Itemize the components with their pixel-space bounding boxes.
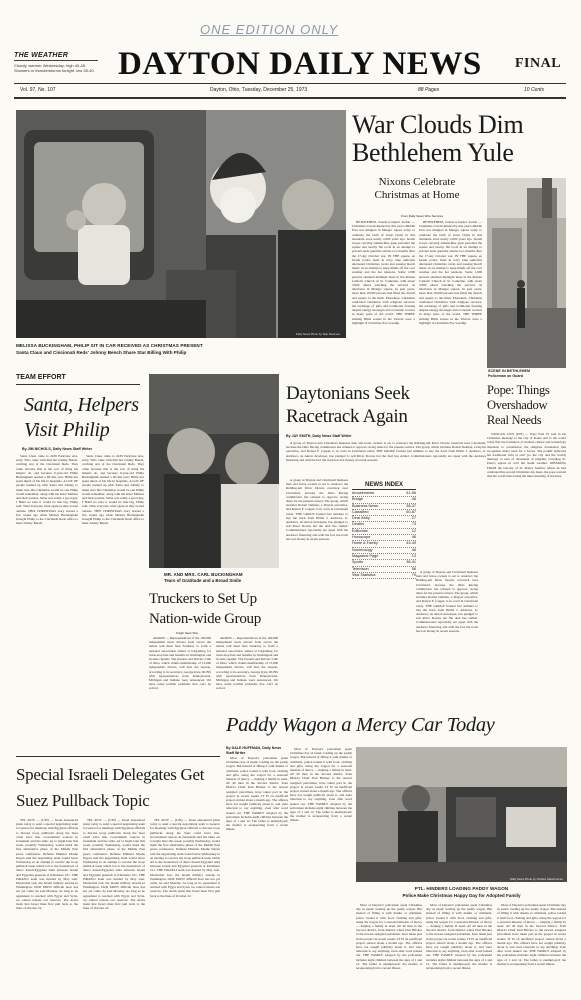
israeli-text-col2: TEL AVIV — (UPI) — Israel announced plans today to send a special negotiating team to Geneva for meetings with Egyptian officials to discuss troop pullbacks along the Suez canal truce line. Government sources in Jerusalem said the talks, set to begin later this week, possibly Wednesday, would mark the first substantive phase of the Middle East peace conference. Defense Minister Moshe Dayan said the negotiating team would leave Wednesday in an attempt to resolve the troop pullback issue which led to the breakdown of direct Israeli-Egyptian talks between Israeli and Egyptian generals at Kilometer 101. THE ISRAELI team was headed by Maj. Gen. Mordechai Gur, the Israeli military attache in Washington. OUR MOST difficult hour has not yet come, he said Monday. As long as no agreement is reached with Egypt and Syria, we cannot release our reserves. The Arabs insist that Israel must first pull back to the lines of October 22. (83, 818, 145, 911)
war-clouds-byline: From Daily News Wire Services (400, 214, 444, 218)
truckers-byline: Knight News Wire (176, 631, 199, 635)
handwritten-note: ONE EDITION ONLY (200, 22, 339, 37)
team-effort-text-col2: Santa Claus came to 2439 Parkview Ave. early. Who came with him but Johnny Bench, catching star of the Cincinnati Reds. They came because that is the sort of thing his helpers do, and because 6-year-old Philip Buckingham needed a lift this year. Philip has spent much of his life in hospitals. A LOT OF people teamed up with Santa and Johnny to make sure this Christmas would be one Philip would remember, along with his sister Melissa and their parents. Santa was really a good guy. I HAD no idea it would be this big, Philip said. Then everyone cried again as they roared outside. THIS CHRISTMAS story started a few weeks ago when Mickey Buckingham brought Philip to the Cincinnati Reds office to meet Johnny Bench. (82, 454, 144, 526)
news-index-label: Numerology (352, 547, 373, 552)
war-clouds-subhead: Nixons Celebrate Christmas at Home (374, 176, 460, 201)
scene-photo-caption-title: SCENE IN BETHLEHEM (488, 369, 531, 373)
scene-photo-caption-sub: Policeman on Guard (488, 374, 523, 378)
weather-text: Cloudy, warmer Wednesday; high 40-45. Showers or thunderstorms tonight, low 35-40. (14, 63, 95, 73)
buckingham-caption-title: MR. AND MRS. CARL BUCKINGHAM (164, 572, 243, 577)
team-effort-rule (16, 384, 140, 385)
racetrack-text-col2: A group of Dayton and Cincinnati business men and horse owners is set to resurrect the Ridding-um River Downs racetrack near Cincinnati, because the Ohio Racing commission has refused to approve racing dates for the present owners. The group, which includes Robert Oelman, a Dayton executive, and Robert F. Cappel, is in court in Cincinnati today. THE GROUP formed last summer to buy the track from Hollis J. Andrews, Jr. Andrews, an Akron developer, has pledged to sell River Downs but the deal has stalled. Commissioners reportedly are upset with the Andrews financing and with the fact the track has lost money in recent seasons. (416, 570, 478, 633)
news-index-list (352, 491, 416, 579)
paddy-photo-credit: Daily News Photo by Charles Steinbrunner (509, 877, 563, 881)
paddy-photo-caption-title: PTL. HINDERS LOADING PADDY WAGON (414, 886, 509, 891)
news-index-page: 73 (411, 522, 416, 527)
news-index-page: 27 (411, 516, 416, 521)
price: 10 Cents (524, 87, 545, 93)
news-index-label: Sports (352, 560, 363, 565)
news-index-label: Bridge (352, 497, 363, 502)
pope-text: VATICAN CITY (UPI) — Pope Paul VI said in his Christmas message to the city of Rome and to the world today that the formation of modern culture and technology threatens to overshadow the religious foundation that recognizes man's need for a Savior. The pontiff delivered his traditional 'urbi et orbi' (to the city and the world) message to tens of thousands of pilgrims crowding St. Peter's square in cold but sunlit weather. SPEAKING FROM the balcony of St. Peter's basilica, where he had celebrated his second Christmas day mass, the pope warned that the world risks losing the inner meaning of the feast. (487, 432, 566, 479)
israeli-rule (16, 756, 220, 757)
dateline: Dayton, Ohio, Tuesday, December 25, 1973 (210, 87, 308, 93)
news-index-page: 51-56 (406, 491, 416, 495)
team-effort-kicker: TEAM EFFORT (16, 374, 66, 381)
news-index-page: 13 (411, 553, 416, 558)
news-index (352, 482, 416, 577)
truckers-text-col1: AKRON — Representatives of the 100,000 independent truck drivers from across the nation will meet here Saturday to form a national association aimed at bargaining for truck-stop fuel and benefits in Washington and in state capitals. The Owners and Drivers Club of Ohio, which claims membership of 15,000 independent drivers, will host the session, according to its secretary, George Kyte. RUNS with representatives from Pennsylvania, Michigan and Indiana were announced. We have some terrible problems that can't be solved. (149, 636, 211, 691)
news-index-page: 56 (411, 566, 416, 571)
news-index-label: Vital Statistics (352, 572, 376, 577)
war-clouds-text-col1: BETHLEHEM, Israeli-occupied Jordan — Christmas crowds thinned by this year's Middle East war mingled in Manger square today to celebrate the birth of Jesus Christ in this mountain town nearly 2,000 years ago. Israeli troops carrying submachine guns patrolled the square and nearby flat roofs in an attempt to prevent Arab guerrilla attacks two months after the 17-day October war. IN THE square, an Israeli police band in navy blue uniforms alternated Christmas carols and rousing march music in an attempt to keep minds off the cool weather and the hot tensions. Some 1,000 persons attended midnight mass in the Roman Catholic Church of St. Catherine, with about 3,000 others watching the services on television in Manger square. In past years, more than 10,000 persons had filled the church and square to the limit. Elsewhere, Christians celebrated Christmas with religious services, the exchange of gifts and traditional feasting despite energy shortages and economic worries in many parts of the world. THE THREE striking Bible scenes in the Vatican were a highlight of Christmas Eve worship. (352, 220, 415, 325)
masthead-edition: FINAL (515, 56, 562, 71)
masthead-rule-bottom (14, 97, 566, 99)
team-effort-text-col1: Santa Claus came to 2439 Parkview Ave. early. Who came with him but Johnny Bench, catching star of the Cincinnati Reds. They came because that is the sort of thing his helpers do, and because 6-year-old Philip Buckingham needed a lift this year. Philip has spent much of his life in hospitals. A LOT OF people teamed up with Santa and Johnny to make sure this Christmas would be one Philip would remember, along with his sister Melissa and their parents. Santa was really a good guy. I HAD no idea it would be this big, Philip said. Then everyone cried again as they roared outside. THIS CHRISTMAS story started a few weeks ago when Mickey Buckingham brought Philip to the Cincinnati Reds office to meet Johnny Bench. (16, 454, 78, 526)
top-photo-caption-sub: Santa Claus and Cincinnati Reds' Johnny Bench Share Star Billing With Philip (16, 350, 187, 355)
truckers-headline: Truckers to Set Up Nation-wide Group (149, 591, 261, 627)
racetrack-headline: Daytonians Seek Racetrack Again (286, 383, 410, 427)
israeli-text-col3: TEL AVIV — (UPI) — Israel announced plans today to send a special negotiating team to Geneva for meetings with Egyptian officials to discuss troop pullbacks along the Suez canal truce line. Government sources in Jerusalem said the talks, set to begin later this week, possibly Wednesday, would mark the first substantive phase of the Middle East peace conference. Defense Minister Moshe Dayan said the negotiating team would leave Wednesday in an attempt to resolve the troop pullback issue which led to the breakdown of direct Israeli-Egyptian talks between Israeli and Egyptian generals at Kilometer 101. THE ISRAELI team was headed by Maj. Gen. Mordechai Gur, the Israeli military attache in Washington. OUR MOST difficult hour has not yet come, he said Monday. As long as no agreement is reached with Egypt and Syria, we cannot release our reserves. The Arabs insist that Israel must first pull back to the lines of October 22. (150, 818, 220, 898)
news-index-title: NEWS INDEX (352, 482, 416, 490)
news-index-label: Classified (352, 509, 369, 514)
paddy-photo-caption-sub: Police Make Christmas Happy Day for Adopted Family (402, 893, 521, 898)
news-index-page: 46 (411, 535, 416, 540)
israeli-text-col1: TEL AVIV — (UPI) — Israel announced plans today to send a special negotiating team to Geneva for meetings with Egyptian officials to discuss troop pullbacks along the Suez canal truce line. Government sources in Jerusalem said the talks, set to begin later this week, possibly Wednesday, would mark the first substantive phase of the Middle East peace conference. Defense Minister Moshe Dayan said the negotiating team would leave Wednesday in an attempt to resolve the troop pullback issue which led to the breakdown of direct Israeli-Egyptian talks between Israeli and Egyptian generals at Kilometer 101. THE ISRAELI team was headed by Maj. Gen. Mordechai Gur, the Israeli military attache in Washington. OUR MOST difficult hour has not yet come, he said Monday. As long as no agreement is reached with Egypt and Syria, we cannot release our reserves. The Arabs insist that Israel must first pull back to the lines of October 22. (16, 818, 78, 911)
top-photo-image (16, 110, 346, 338)
news-index-label: Horoscope (352, 535, 371, 540)
news-index-label: Amusements (352, 491, 375, 495)
news-index-page: 46 (411, 547, 416, 552)
paddy-text-col1: Most of Dayton's policemen spent Christmas day as usual: loading up the paddy wagon. But instead of filling it with drunks or criminals, police loaded it with food, clothing and gifts, using the wagon for a seasonal mission of mercy — helping a family in need. AT 40 men in the Second district, from District Chief Paul Bricker to the newest assigned patrolman, have taken part in the project in recent weeks. IT IS an unofficial project started about a month ago. The officers have not sought publicity about it, and were reluctant to say anything, even after word leaked out. THE FAMILY adopted by the policemen includes eight children between the ages of 1 and 12. The father is unemployed; the mother is recuperating from a recent illness. (226, 756, 288, 832)
news-index-page: 43-49 (406, 541, 416, 546)
paddy-byline: By DALE HUFFMAN, Daily News Staff Writer (226, 746, 282, 755)
scene-photo-image (487, 178, 566, 368)
scene-photo (487, 178, 566, 368)
news-index-page: 36-37 (406, 503, 416, 508)
top-photo-credit: Daily News Photo by Skip Peterson (296, 332, 340, 336)
news-index-label: Deaths (352, 522, 365, 527)
news-index-page: 38-41 (406, 560, 416, 565)
news-index-label: Editorials (352, 528, 368, 533)
top-photo (16, 110, 346, 338)
news-index-page: 12 (411, 528, 416, 533)
news-index-label: Business News (352, 503, 378, 508)
team-effort-byline: By JIM NICHOLS, Daily News Staff Writer (22, 447, 93, 451)
paddy-headline: Paddy Wagon a Mercy Car Today (226, 714, 495, 736)
paddy-text-col5: Most of Dayton's policemen spent Christmas day as usual: loading up the paddy wagon. But instead of filling it with drunks or criminals, police loaded it with food, clothing and gifts, using the wagon for a seasonal mission of mercy — helping a family in need. AT 40 men in the Second district, from District Chief Paul Bricker to the newest assigned patrolman, have taken part in the project in recent weeks. IT IS an unofficial project started about a month ago. The officers have not sought publicity about it, and were reluctant to say anything, even after word leaked out. THE FAMILY adopted by the policemen includes eight children between the ages of 1 and 12. The father is unemployed; the mother is recuperating from a recent illness. (497, 903, 566, 966)
buckingham-photo-image (149, 374, 279, 568)
news-index-label: Home & Family (352, 541, 378, 546)
racetrack-text-col1: A group of Dayton and Cincinnati business men and horse owners is set to resurrect the Ridding-um River Downs racetrack near Cincinnati, because the Ohio Racing commission has refused to approve racing dates for the present owners. The group, which includes Robert Oelman, a Dayton executive, and Robert F. Cappel, is in court in Cincinnati today. THE GROUP formed last summer to buy the track from Hollis J. Andrews, Jr. Andrews, an Akron developer, has pledged to sell River Downs but the deal has stalled. Commissioners reportedly are upset with the Andrews financing and with the fact the track has lost money in recent seasons. (286, 478, 348, 541)
war-clouds-headline: War Clouds Dim Bethlehem Yule (352, 110, 524, 167)
news-index-label: Dear Abby (352, 516, 370, 521)
war-clouds-text-col2: BETHLEHEM, Israeli-occupied Jordan — Christmas crowds thinned by this year's Middle East war mingled in Manger square today to celebrate the birth of Jesus Christ in this mountain town nearly 2,000 years ago. Israeli troops carrying submachine guns patrolled the square and nearby flat roofs in an attempt to prevent Arab guerrilla attacks two months after the 17-day October war. IN THE square, an Israeli police band in navy blue uniforms alternated Christmas carols and rousing march music in an attempt to keep minds off the cool weather and the hot tensions. Some 1,000 persons attended midnight mass in the Roman Catholic Church of St. Catherine, with about 3,000 others watching the services on television in Manger square. In past years, more than 10,000 persons had filled the church and square to the limit. Elsewhere, Christians celebrated Christmas with religious services, the exchange of gifts and traditional feasting despite energy shortages and economic worries in many parts of the world. THE THREE striking Bible scenes in the Vatican were a highlight of Christmas Eve worship. (419, 220, 482, 325)
buckingham-caption-sub: Tears of Gratitude and a Broad Smile (164, 578, 242, 583)
weather-box (14, 52, 98, 73)
weather-label: THE WEATHER (14, 52, 98, 61)
israeli-headline: Special Israeli Delegates Get Suez Pullback Topic (16, 765, 205, 810)
paddy-text-col3: Most of Dayton's policemen spent Christmas day as usual: loading up the paddy wagon. But instead of filling it with drunks or criminals, police loaded it with food, clothing and gifts, using the wagon for a seasonal mission of mercy — helping a family in need. AT 40 men in the Second district, from District Chief Paul Bricker to the newest assigned patrolman, have taken part in the project in recent weeks. IT IS an unofficial project started about a month ago. The officers have not sought publicity about it, and were reluctant to say anything, even after word leaked out. THE FAMILY adopted by the policemen includes eight children between the ages of 1 and 12. The father is unemployed; the mother is recuperating from a recent illness. (356, 903, 422, 971)
team-effort-headline: Santa, Helpers Visit Philip (24, 394, 139, 441)
pope-headline: Pope: Things Overshadow Real Needs (487, 383, 550, 427)
paddy-text-col2: Most of Dayton's policemen spent Christmas day as usual: loading up the paddy wagon. But instead of filling it with drunks or criminals, police loaded it with food, clothing and gifts, using the wagon for a seasonal mission of mercy — helping a family in need. AT 40 men in the Second district, from District Chief Paul Bricker to the newest assigned patrolman, have taken part in the project in recent weeks. IT IS an unofficial project started about a month ago. The officers have not sought publicity about it, and were reluctant to say anything, even after word leaked out. THE FAMILY adopted by the policemen includes eight children between the ages of 1 and 12. The father is unemployed; the mother is recuperating from a recent illness. (290, 747, 352, 823)
truckers-text-col2: AKRON — Representatives of the 100,000 independent truck drivers from across the nation will meet here Saturday to form a national association aimed at bargaining for truck-stop fuel and benefits in Washington and in state capitals. The Owners and Drivers Club of Ohio, which claims membership of 15,000 independent drivers, will host the session, according to its secretary, George Kyte. RUNS with representatives from Pennsylvania, Michigan and Indiana were announced. We have some terrible problems that can't be solved. (216, 636, 278, 691)
paddy-photo (356, 747, 567, 882)
buckingham-photo (149, 374, 279, 568)
news-index-label: Magazine Page (352, 553, 379, 558)
page-count: 88 Pages (418, 87, 440, 93)
paddy-photo-image (356, 747, 567, 882)
top-photo-caption-title: MELISSA BUCKINGHAM, PHILIP SIT IN CAR RECEIVED AS CHRISTMAS PRESENT (16, 343, 203, 348)
news-index-page: 60-87 (406, 509, 416, 514)
news-index-row (352, 573, 416, 579)
news-index-page: 46 (411, 497, 416, 502)
paddy-text-col4: Most of Dayton's policemen spent Christmas day as usual: loading up the paddy wagon. But instead of filling it with drunks or criminals, police loaded it with food, clothing and gifts, using the wagon for a seasonal mission of mercy — helping a family in need. AT 40 men in the Second district, from District Chief Paul Bricker to the newest assigned patrolman, have taken part in the project in recent weeks. IT IS an unofficial project started about a month ago. The officers have not sought publicity about it, and were reluctant to say anything, even after word leaked out. THE FAMILY adopted by the policemen includes eight children between the ages of 1 and 12. The father is unemployed; the mother is recuperating from a recent illness. (426, 903, 492, 971)
news-index-label: Television (352, 566, 369, 571)
masthead-info-bar (14, 85, 566, 95)
masthead-rule-top (14, 83, 566, 84)
news-index-page: 70 (411, 572, 416, 577)
volume-number: Vol. 97, No. 107 (20, 87, 56, 93)
racetrack-byline: By JAY SMITH, Daily News Staff Writer (286, 434, 352, 438)
masthead-title: DAYTON DAILY NEWS (118, 46, 482, 82)
racetrack-lead: A group of Dayton and Cincinnati business men and horse owners is set to resurrect the Ridding-um River Downs racetrack near Cincinnati, because the Ohio Racing commission has refused to approve racing dates for the present owners. The group, which includes Robert Oelman, a Dayton executive, and Robert F. Cappel, is in court in Cincinnati today. THE GROUP formed last summer to buy the track from Hollis J. Andrews, Jr. Andrews, an Akron developer, has pledged to sell River Downs but the deal has stalled. Commissioners reportedly are upset with the Andrews financing and with the fact the track has lost money in recent seasons. (286, 441, 486, 462)
